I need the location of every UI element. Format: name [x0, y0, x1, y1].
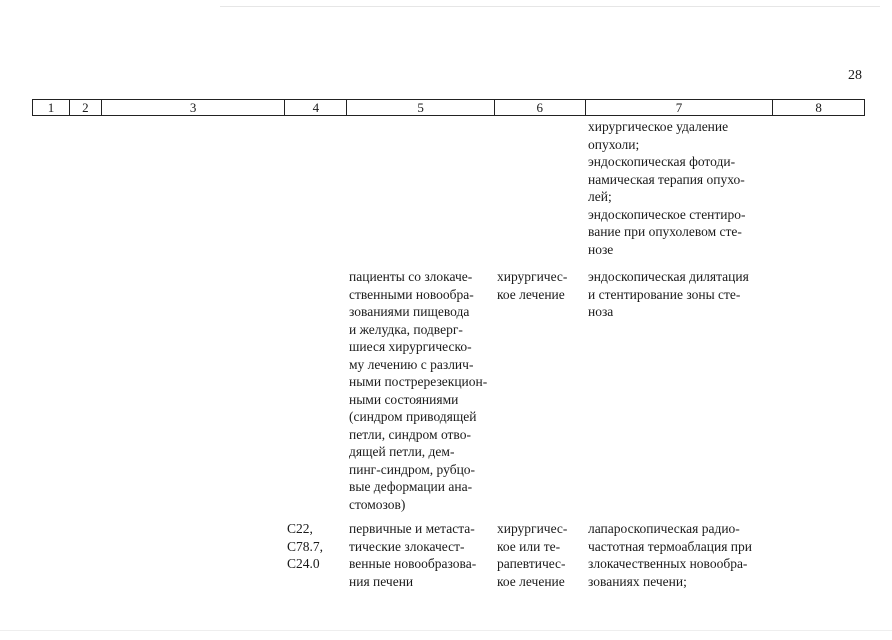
table-header-row	[32, 99, 865, 116]
row2-patient-model: пациенты со злокаче- ственными новообра- зованиями пищевода и желудка, подверг- шиеся хирургическо- му лечению с различ- ными постререзекцион- ными состояниями (синдром приводящей петли, синдром отво- дящей петли, дем- пинг-синдром, рубцо- вые деформации ана- стомозов)	[349, 269, 488, 512]
header-col-4: 4	[285, 100, 347, 115]
scan-edge-bottom	[0, 630, 892, 631]
page-number: 28	[848, 68, 862, 83]
header-col-2: 2	[70, 100, 102, 115]
header-col-6: 6	[495, 100, 586, 115]
row3-treatment-method: лапароскопическая радио- частотная термоаблация при злокачественных новообра- зованиях печени;	[588, 521, 752, 589]
row1-treatment-method: хирургическое удаление опухоли; эндоскопическая фотоди- намическая терапия опухо- лей; эндоскопическое стентиро- вание при опухолевом сте- нозе	[588, 119, 746, 257]
row2-treatment-method: эндоскопическая дилятация и стентирование зоны сте- ноза	[588, 269, 749, 319]
header-col-3: 3	[102, 100, 286, 115]
row3-patient-model: первичные и метаста- тические злокачест- венные новообразова- ния печени	[349, 521, 477, 589]
header-col-8: 8	[815, 100, 822, 115]
header-col-7: 7	[586, 100, 774, 115]
header-col-5: 5	[347, 100, 495, 115]
row2-treatment-type: хирургичес- кое лечение	[497, 269, 568, 302]
row3-treatment-type: хирургичес- кое или те- рапевтичес- кое лечение	[497, 521, 568, 589]
row3-icd-codes: C22, C78.7, C24.0	[287, 521, 324, 571]
header-col-1: 1	[33, 100, 70, 115]
scan-edge-top	[220, 6, 880, 7]
